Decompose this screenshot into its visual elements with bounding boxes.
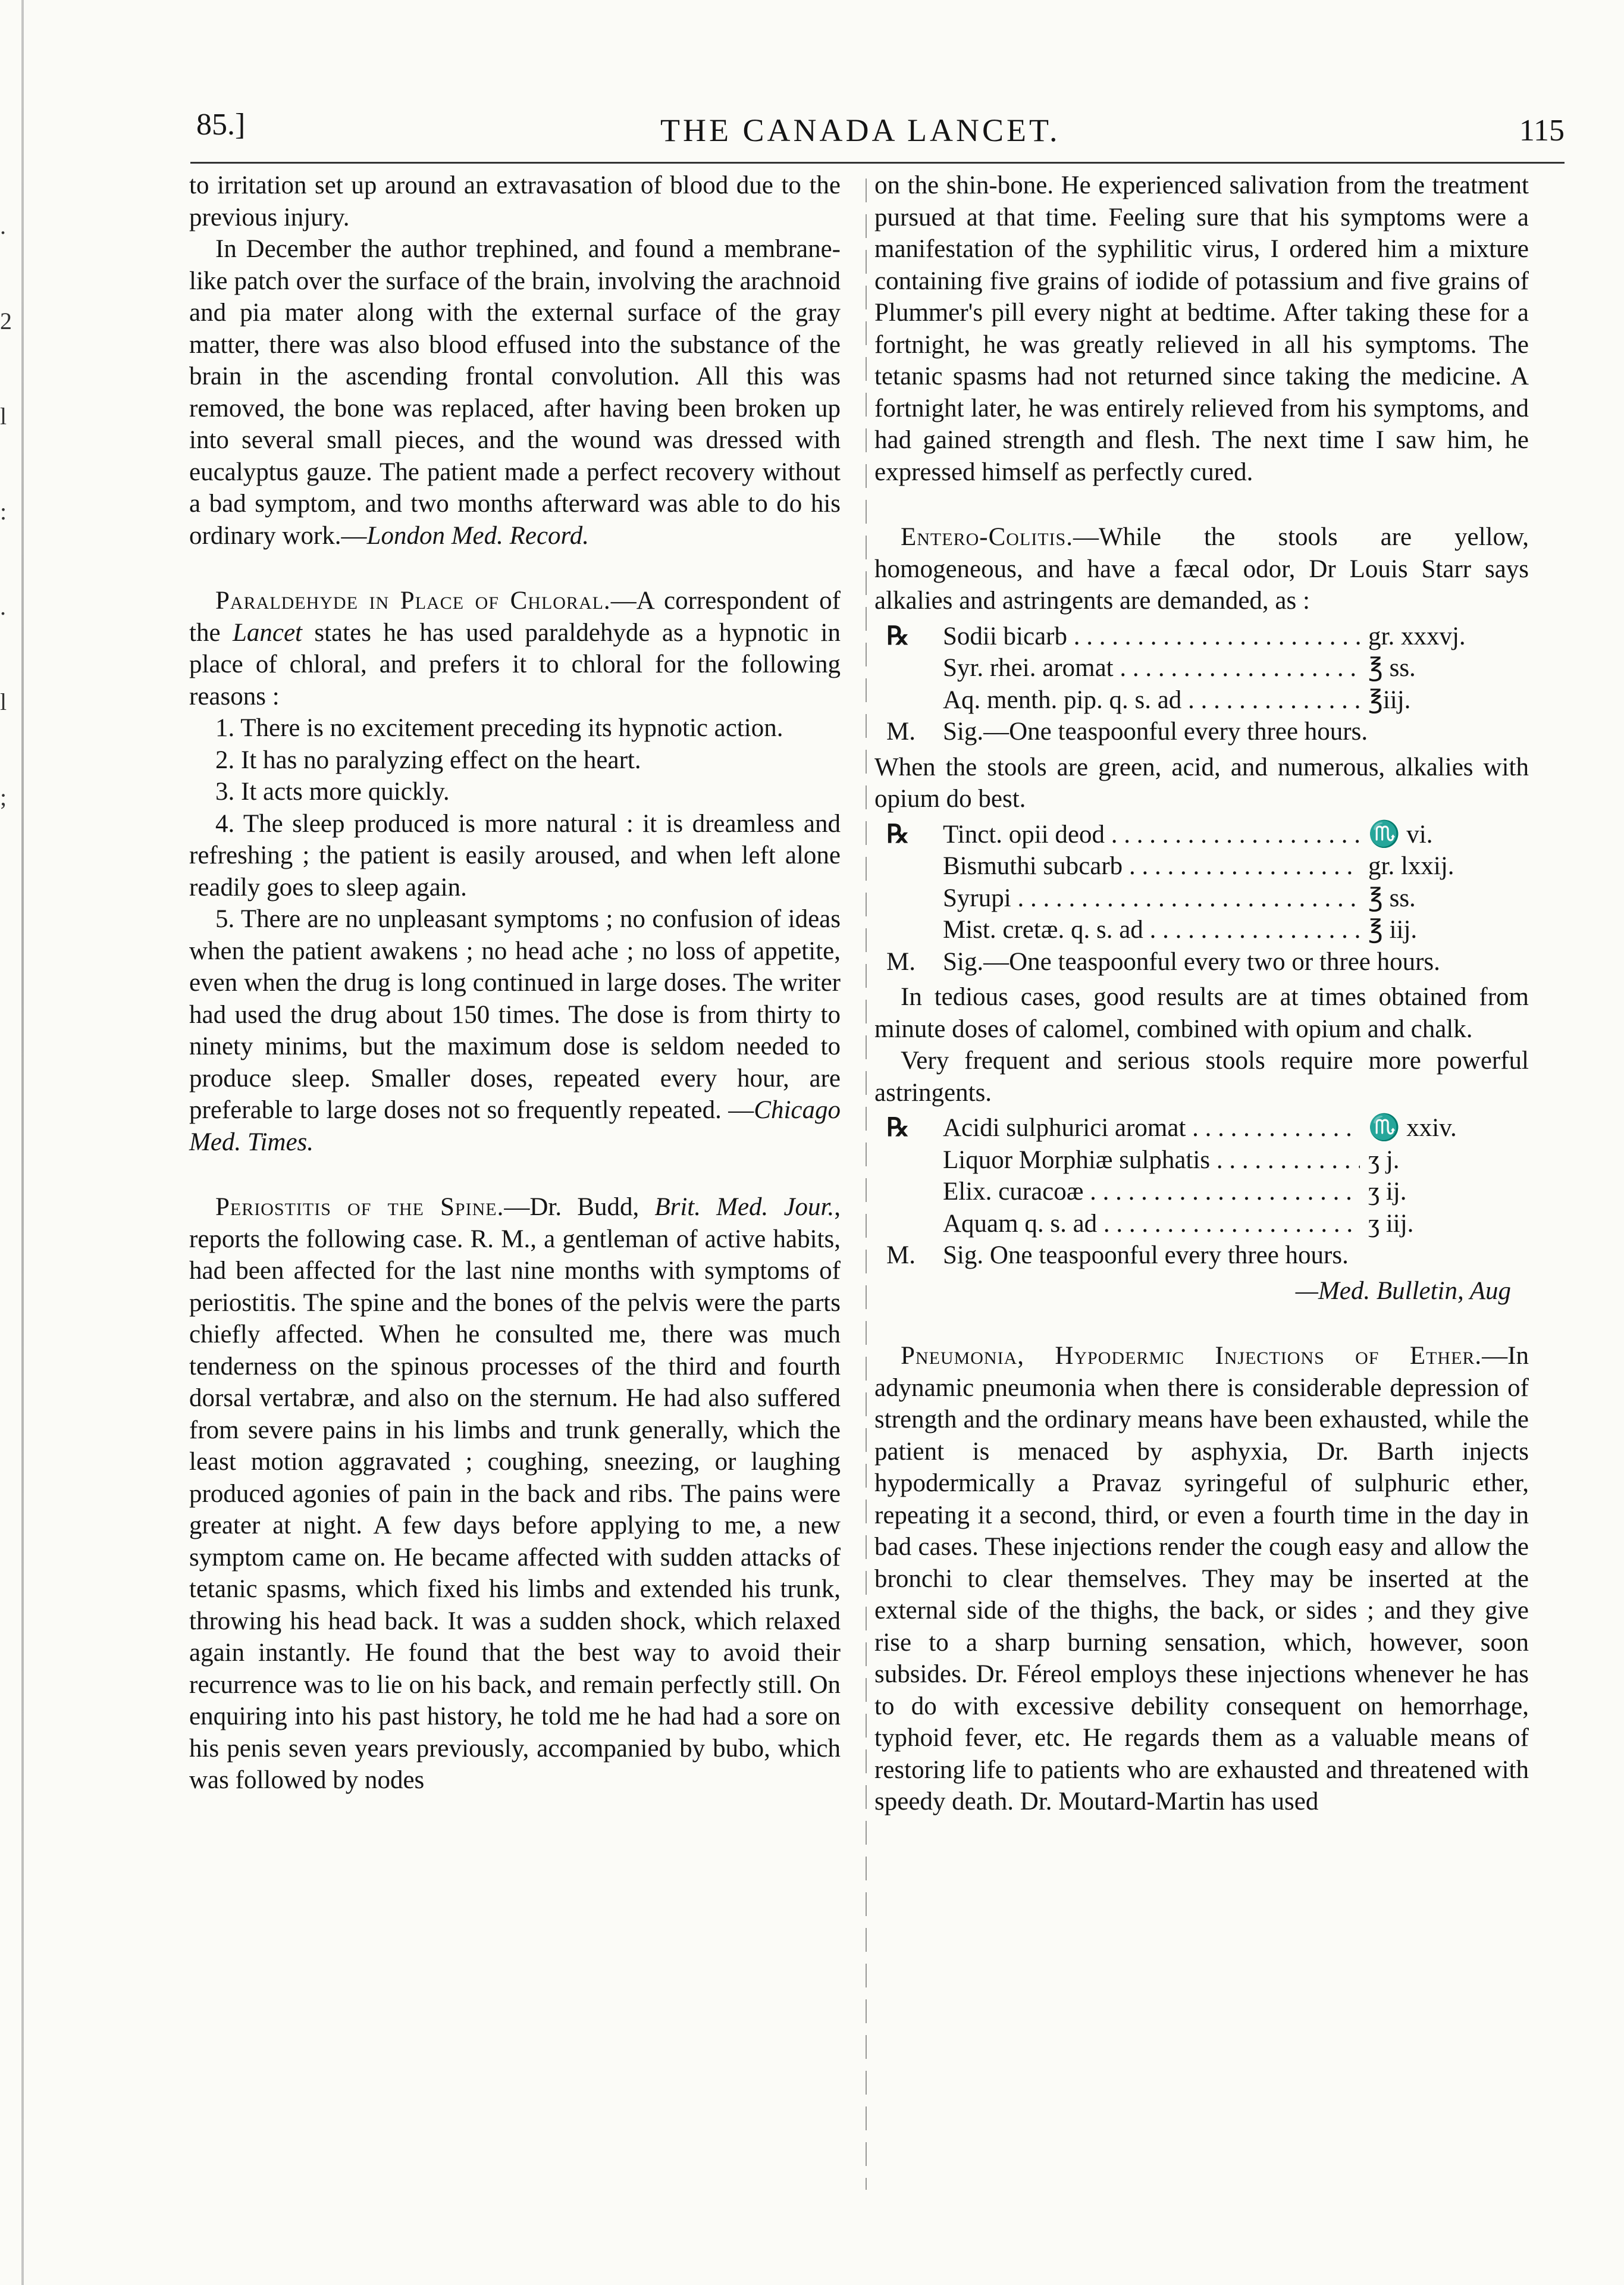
journal-title: THE CANADA LANCET. <box>660 112 1061 148</box>
paragraph: on the shin-bone. He experienced salivation from the treatment pursued at that time. Feeling sure that his symptoms were a manifestation of the syphilitic virus, I ordered him a mixture containing five grains of iodide of potassium and five grains of Plummer's pill every night at bedtime. After taking these for a fortnight, he was greatly relieved in all his symptoms. The tetanic spasms had not returned since taking the medicine. A fortnight later, he was entirely relieved from his symptoms, and had gained strength and flesh. The next time I saw him, he expressed himself as perfectly cured. <box>874 171 1529 486</box>
page-header <box>196 107 1576 161</box>
list-item: 1. There is no excitement preceding its hypnotic action. <box>215 714 783 742</box>
column-divider <box>866 179 867 2190</box>
rx-line: Aq. menth. pip. q. s. ad . . . ℥iij. <box>874 684 1529 716</box>
rx-line: Syrupi . . . ℥ ss. <box>874 882 1529 915</box>
rx-line: ℞ Tinct. opii deod . . . ♏ vi. <box>874 819 1529 851</box>
rx-line: Mist. cretæ. q. s. ad . . . ℥ iij. <box>874 914 1529 946</box>
article-paraldehyde <box>189 585 841 1158</box>
rx-signature: M. Sig. One teaspoonful every three hours. <box>886 1241 1349 1269</box>
list-item: 3. It acts more quickly. <box>215 778 450 806</box>
margin-marks: . 2 l : . l ; <box>0 212 12 810</box>
rx-line: ℞ Acidi sulphurici aromat . . . ♏ xxiv. <box>874 1112 1529 1144</box>
article-entero-colitis <box>874 521 1529 1307</box>
source-citation: —Med. Bulletin, Aug <box>1295 1276 1511 1305</box>
article-heading: Pneumonia, Hypodermic Injections of Ether. <box>901 1342 1482 1370</box>
paragraph: Very frequent and serious stools require more powerful astringents. <box>874 1047 1529 1107</box>
rx-line: ℞ Sodii bicarb . . . gr. xxxvj. <box>874 621 1529 653</box>
article-periostitis <box>189 1191 841 1796</box>
source-citation: Chicago Med. Times. <box>189 1096 841 1156</box>
header-rule <box>190 162 1565 164</box>
rx-signature: M. Sig.—One teaspoonful every two or three hours. <box>886 947 1440 976</box>
article-heading: Periostitis of the Spine. <box>215 1193 504 1221</box>
rx-line: Liquor Morphiæ sulphatis . . . ʒ j. <box>874 1144 1529 1176</box>
prescription-2 <box>874 819 1529 978</box>
prescription-3 <box>874 1112 1529 1272</box>
issue-number: 85.] <box>196 108 246 142</box>
article-heading: Entero-Colitis. <box>901 523 1073 551</box>
rx-line: Elix. curacoæ . . . ʒ ij. <box>874 1176 1529 1208</box>
paragraph: In December the author trephined, and found a membrane-like patch over the surface of the brain, involving the arachnoid and pia mater along with the external surface of the gray matter, there was also blood effused into the substance of the brain in the ascending frontal convolution. All this was removed, the bone was replaced, after having been broken up into several small pieces, and the wound was dressed with eucalyptus gauze. The patient made a perfect recovery without a bad symptom, and two months afterward was able to do his ordinary work.—London Med. Record. <box>189 235 841 550</box>
paragraph: In tedious cases, good results are at times obtained from minute doses of calomel, combined with opium and chalk. <box>874 983 1529 1043</box>
paragraph: Periostitis of the Spine.—Dr. Budd, Brit. Med. Jour., reports the following case. R. M., a gentleman of active habits, had been affected for the last nine months with symptoms of periostitis. The spine and the bones of the pelvis were the parts chiefly affected. When he consulted me, there was much tenderness on the spinous processes of the third and fourth dorsal vertabræ, and also on the sternum. He had also suffered from severe pains in his limbs and trunk generally, which the least motion aggravated ; coughing, sneezing, or laughing produced agonies of pain in the back and ribs. The pains were greater at night. A few days before applying to me, a new symptom came on. He became affected with sudden attacks of tetanic spasms, which fixed his limbs and extended his trunk, throwing his head back. It was a sudden shock, which relaxed again instantly. He found that the best way to avoid their recurrence was to lie on his back, and remain perfectly still. On enquiring into his past history, he told me he had had a sore on his penis seven years previously, accompanied by bubo, which was followed by nodes <box>189 1193 841 1794</box>
page-number: 115 <box>1519 114 1565 148</box>
list-item: 2. It has no paralyzing effect on the heart. <box>215 746 641 774</box>
binding-edge <box>21 0 24 2285</box>
prescription-1 <box>874 621 1529 748</box>
article-heading: Paraldehyde in Place of Chloral. <box>215 587 611 615</box>
rx-signature: M. Sig.—One teaspoonful every three hours. <box>886 718 1368 746</box>
rx-line: Syr. rhei. aromat . . . ℥ ss. <box>874 652 1529 684</box>
article-pneumonia <box>874 1340 1529 1818</box>
paragraph: Entero-Colitis.—While the stools are yellow, homogeneous, and have a fæcal odor, Dr Louis Starr says alkalies and astringents are demanded, as : <box>874 523 1529 615</box>
right-column <box>874 170 1529 1818</box>
rx-line: Aquam q. s. ad . . . ʒ iij. <box>874 1208 1529 1240</box>
list-item: 4. The sleep produced is more natural : it is dreamless and refreshing ; the patient is easily aroused, and when left alone readily goes to sleep again. <box>189 809 841 902</box>
left-column <box>189 170 841 1796</box>
list-item: 5. There are no unpleasant symptoms ; no confusion of ideas when the patient awakens ; no head ache ; no loss of appetite, even when the drug is long continued in large doses. The writer had used the drug about 150 times. The dose is from thirty to ninety minims, but the maximum dose is seldom needed to produce sleep. Smaller doses, repeated every hour, are preferable to large doses not so frequently repeated. —Chicago Med. Times. <box>189 905 841 1156</box>
rx-line: Bismuthi subcarb . . . gr. lxxij. <box>874 850 1529 882</box>
paragraph: Pneumonia, Hypodermic Injections of Ether.—In adynamic pneumonia when there is considerable depression of strength and the ordinary means have been exhausted, while the patient is menaced by asphyxia, Dr. Barth injects hypodermically a Pravaz syringeful of sulphuric ether, repeating it a second, third, or even a fourth time in the day in bad cases. These injections render the cough easy and allow the bronchi to clear themselves. They may be inserted at the external side of the thighs, the back, or sides ; and they give rise to a sharp burning sensation, which, however, soon subsides. Dr. Féreol employs these injections whenever he has to do with excessive debility consequent on hemorrhage, typhoid fever, etc. He regards them as a valuable means of restoring life to patients who are exhausted and threatened with speedy death. Dr. Moutard-Martin has used <box>874 1342 1529 1816</box>
paragraph: When the stools are green, acid, and numerous, alkalies with opium do best. <box>874 753 1529 813</box>
source-citation: London Med. Record. <box>366 521 589 550</box>
paragraph: Paraldehyde in Place of Chloral.—A correspondent of the Lancet states he has used paraldehyde as a hypnotic in place of chloral, and prefers it to chloral for the following reasons : <box>189 587 841 710</box>
paragraph: to irritation set up around an extravasation of blood due to the previous injury. <box>189 171 841 231</box>
